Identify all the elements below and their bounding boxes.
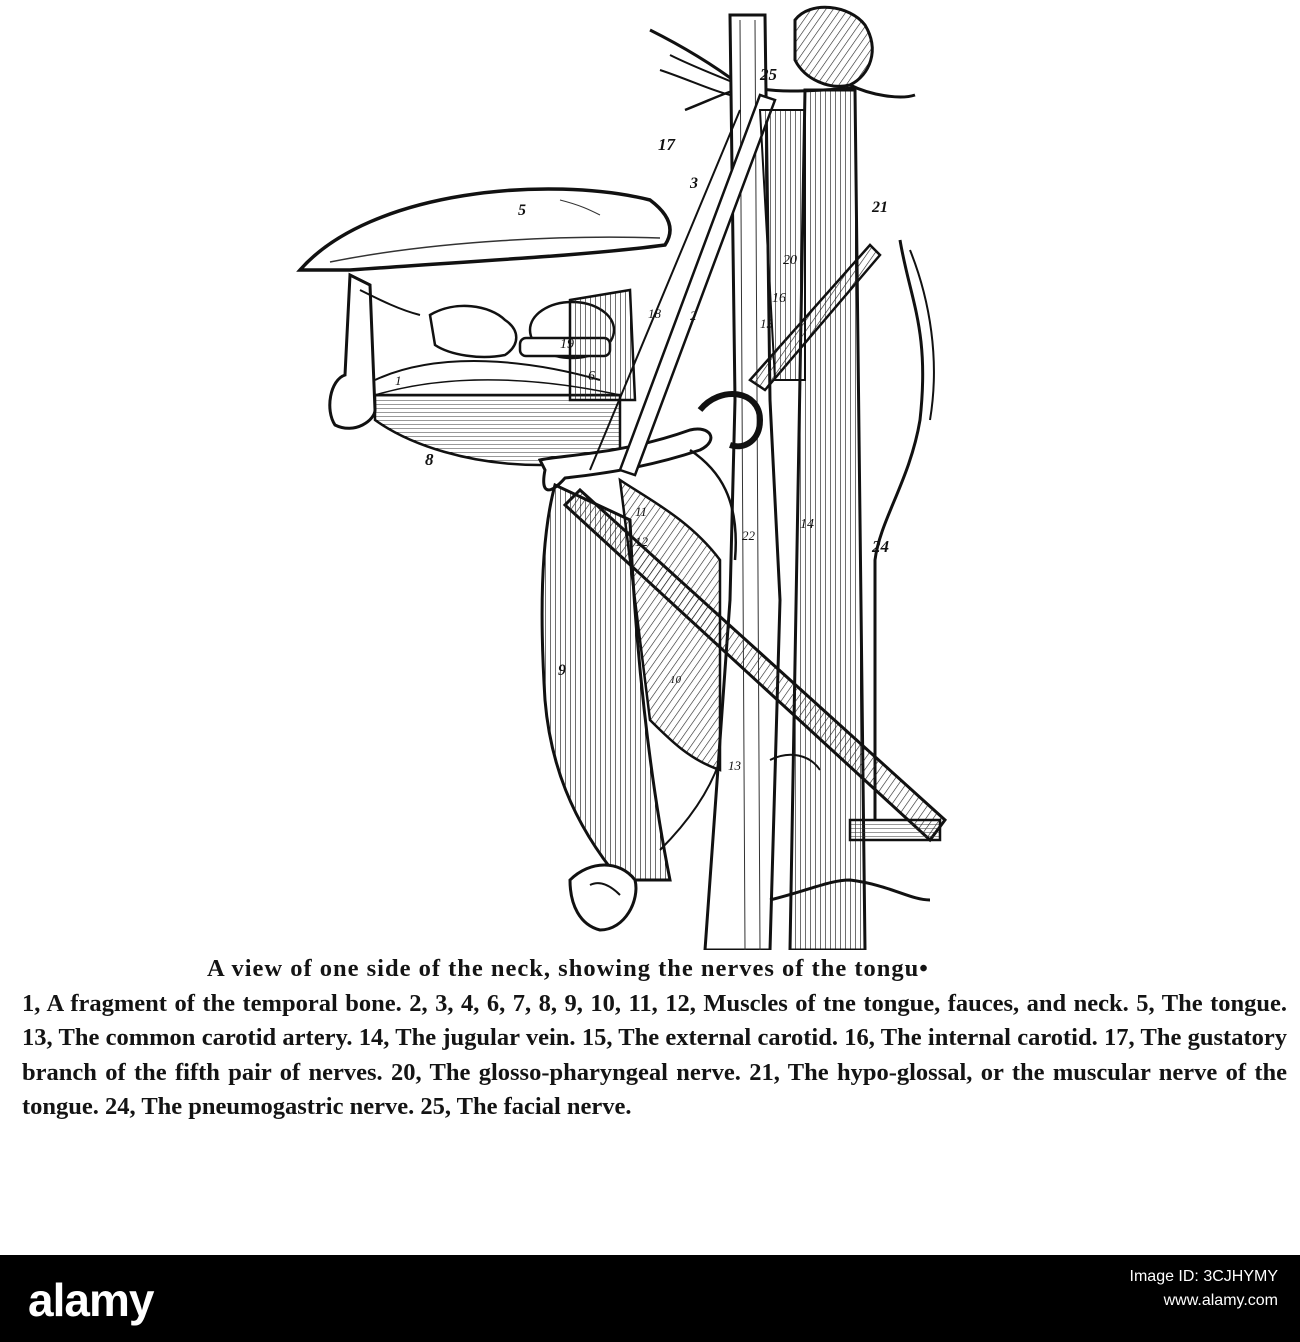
label-10: 10 — [670, 674, 681, 686]
label-1: 1 — [395, 373, 402, 388]
label-24: 24 — [872, 537, 889, 556]
label-19: 19 — [560, 337, 574, 352]
label-9: 9 — [558, 662, 566, 679]
label-16: 16 — [772, 291, 786, 306]
label-12: 12 — [635, 534, 648, 549]
temporal-bone — [795, 7, 872, 86]
label-8: 8 — [425, 450, 434, 469]
label-25: 25 — [760, 65, 777, 84]
alamy-logo[interactable] — [28, 1273, 153, 1327]
label-15: 15 — [760, 316, 773, 331]
label-21: 21 — [872, 199, 888, 216]
label-13: 13 — [728, 758, 741, 773]
figure-caption — [22, 952, 1287, 1125]
label-17: 17 — [658, 135, 675, 154]
site-url[interactable]: www.alamy.com — [1163, 1292, 1278, 1309]
label-3: 3 — [690, 175, 698, 192]
lip-region — [330, 275, 375, 428]
label-14: 14 — [800, 517, 814, 532]
stock-id-block — [1130, 1265, 1278, 1313]
stock-footer — [0, 1255, 1300, 1342]
label-11: 11 — [635, 504, 648, 519]
label-20: 20 — [783, 253, 797, 268]
label-6: 6 — [588, 369, 595, 384]
neck-engraving — [290, 0, 950, 950]
image-id: Image ID: 3CJHYMY — [1129, 1268, 1278, 1285]
caption-body: 1, A fragment of the temporal bone. 2, 3, 4, 6, 7, 8, 9, 10, 11, 12, Muscles of tne tongue, fauces, and neck. 5, The tongue. 13, The common carotid artery. 14, The jugular vein. 15, The external carotid. 16, The internal carotid. 17, The gustatory branch of the fifth pair of nerves. 20, The glosso-pharyngeal nerve. 21, The hypo-glossal, or the muscular nerve of the tongue. 24, The pneumogastric nerve. 25, The facial nerve. — [22, 989, 1287, 1120]
label-2: 2 — [690, 308, 697, 323]
brand-text: alamy — [28, 1274, 154, 1326]
label-18: 18 — [648, 306, 661, 321]
label-22: 22 — [742, 528, 755, 543]
caption-title: A view of one side of the neck, showing the nerves of the tongu• — [207, 955, 929, 982]
pneumogastric-nerve — [875, 240, 923, 820]
label-5: 5 — [518, 202, 526, 219]
